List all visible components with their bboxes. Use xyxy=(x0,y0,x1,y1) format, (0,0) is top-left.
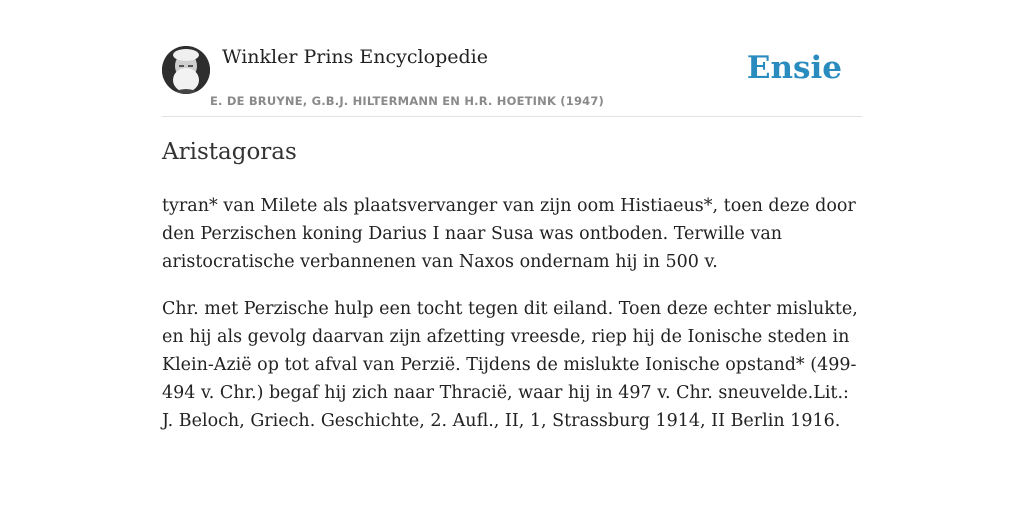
article-paragraph: tyran* van Milete als plaatsvervanger van zijn oom Histiaeus*, toen deze door den Perzischen koning Darius I naar Susa was ontboden. Terwille van aristocratische verbannenen van Naxos ondernam hij in 500 v. xyxy=(162,196,856,272)
source-header xyxy=(162,44,862,117)
article-paragraph: Chr. met Perzische hulp een tocht tegen dit eiland. Toen deze echter mislukte, en hij als gevolg daarvan zijn afzetting vreesde, riep hij de Ionische steden in Klein-Azië op tot afval van Perzië. Tijdens de mislukte Ionische opstand* (499-494 v. Chr.) begaf hij zich naar Thracië, waar hij in 497 v. Chr. sneuvelde.Lit.: J. Beloch, Griech. Geschichte, 2. Aufl., II, 1, Strassburg 1914, II Berlin 1916. xyxy=(162,299,858,431)
article-title: Aristagoras xyxy=(162,139,297,165)
author-avatar xyxy=(162,46,210,94)
brand-logo[interactable]: Ensie xyxy=(746,50,842,86)
source-title[interactable]: Winkler Prins Encyclopedie xyxy=(222,46,488,68)
article-body xyxy=(162,192,862,454)
source-authors: E. DE BRUYNE, G.B.J. HILTERMANN EN H.R. HOETINK (1947) xyxy=(210,94,605,108)
